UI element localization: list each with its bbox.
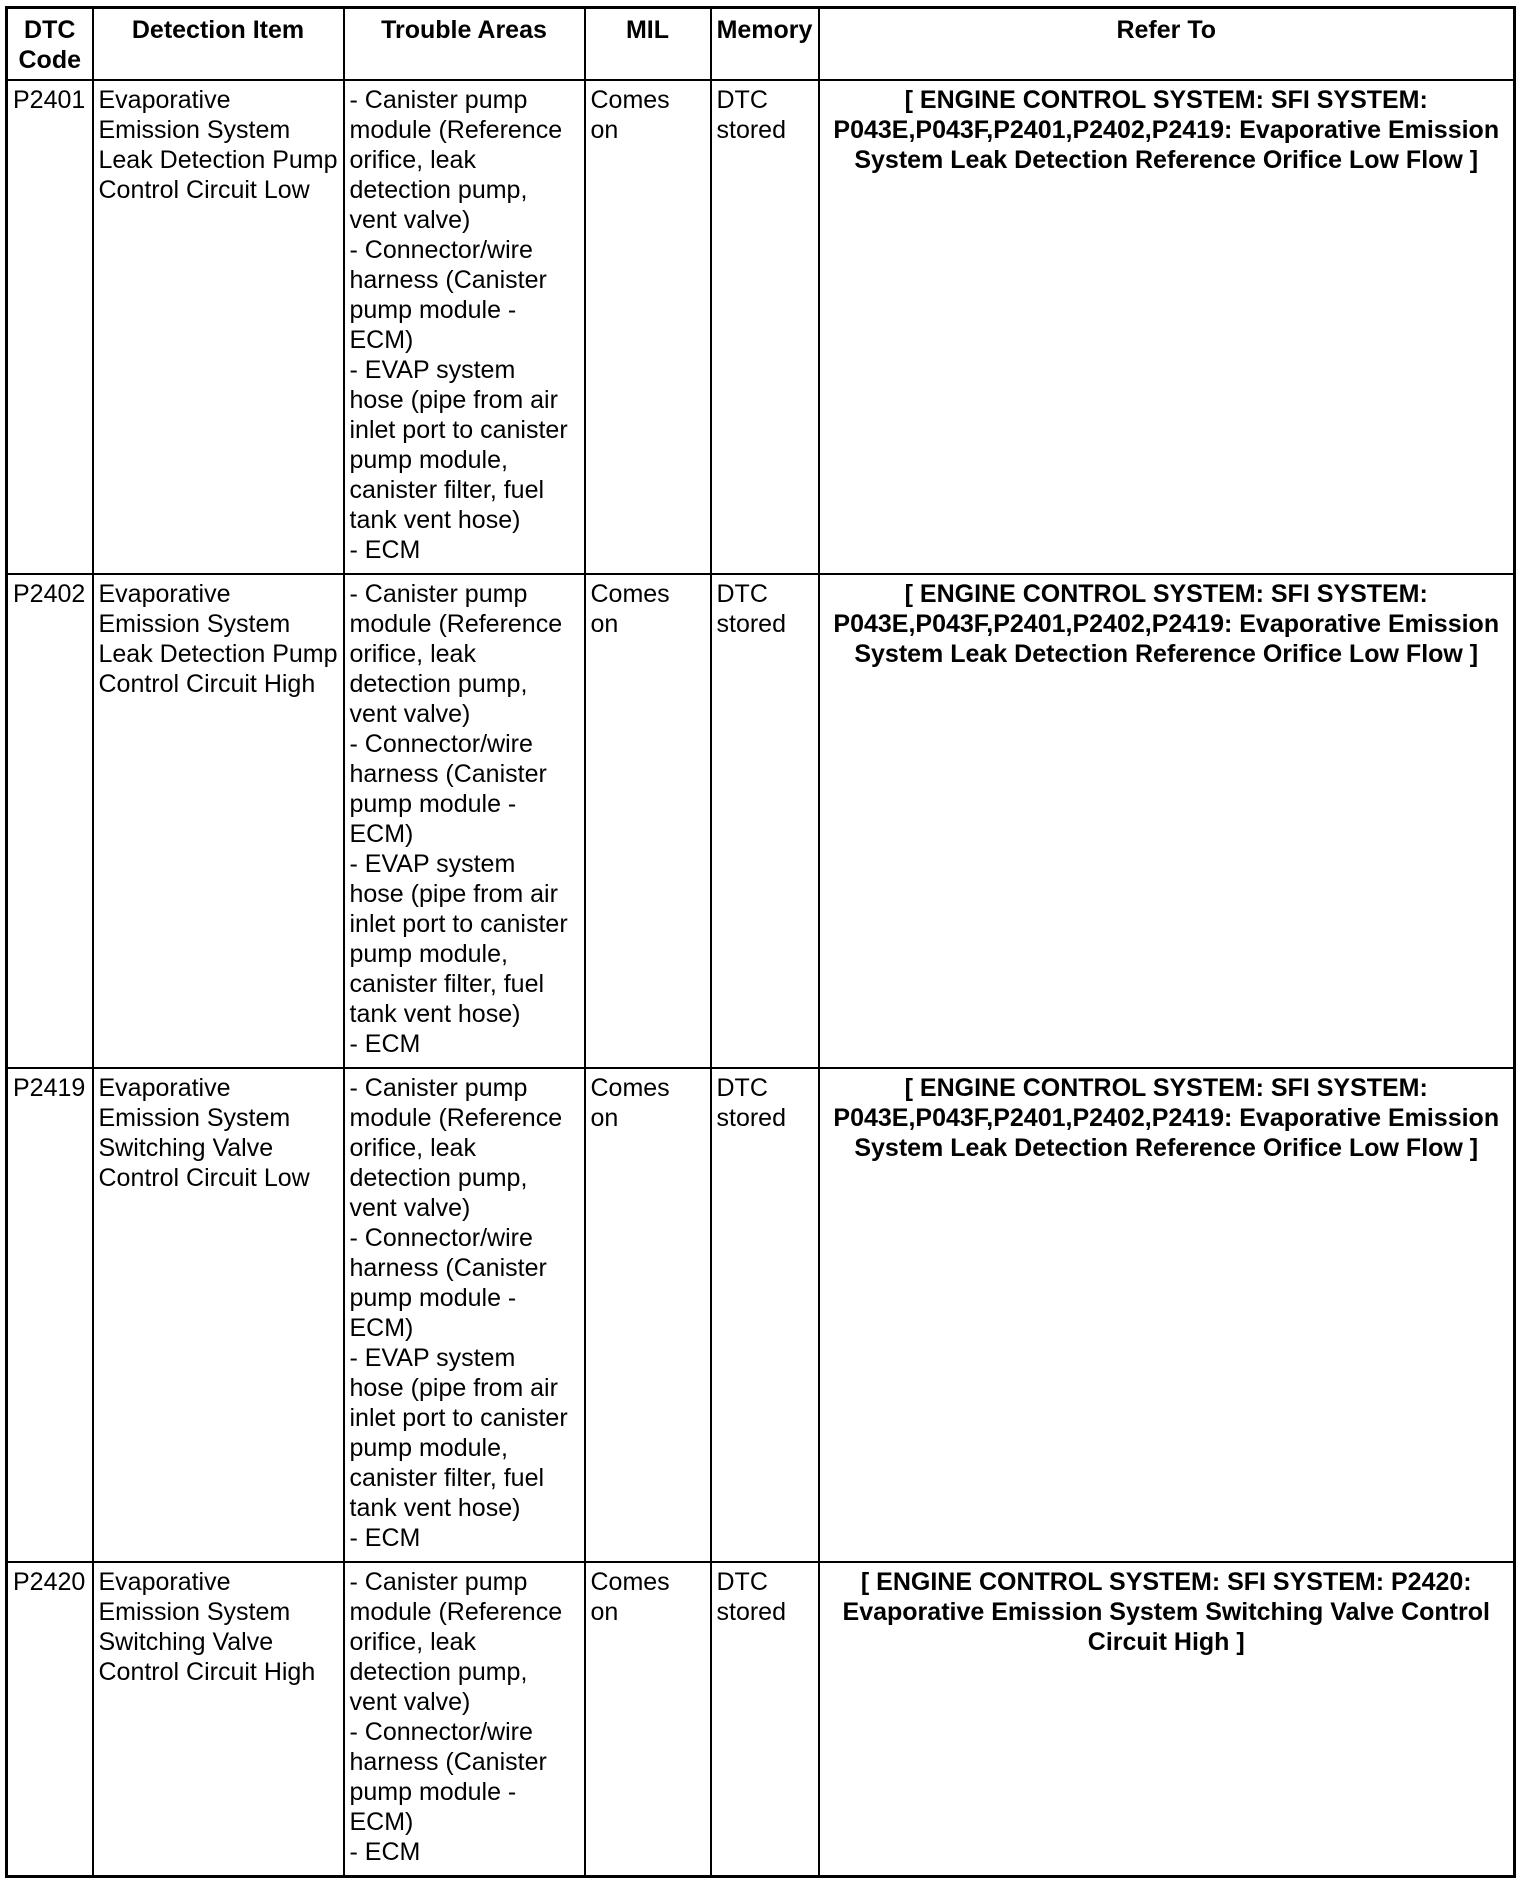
mil-line: on: [590, 610, 619, 638]
trouble-line: module (Reference: [349, 1598, 563, 1626]
header-memory: Memory: [711, 8, 819, 81]
trouble-line: module (Reference: [349, 116, 563, 144]
trouble-line: harness (Canister: [349, 1254, 547, 1282]
detection-line: Control Circuit Low: [98, 176, 310, 204]
trouble-line: - Canister pump: [349, 580, 528, 608]
memory-line: DTC: [716, 1074, 768, 1102]
trouble-line: ECM): [349, 1808, 414, 1836]
refer-line: System Leak Detection Reference Orifice Low Flow ]: [854, 1134, 1479, 1162]
trouble-line: orifice, leak: [349, 146, 476, 174]
trouble-line: - Connector/wire: [349, 1718, 533, 1746]
trouble-line: detection pump,: [349, 670, 528, 698]
trouble-line: canister filter, fuel: [349, 476, 545, 504]
refer-to-cell: [819, 1562, 1515, 1876]
trouble-line: detection pump,: [349, 1164, 528, 1192]
trouble-line: orifice, leak: [349, 1134, 476, 1162]
trouble-line: tank vent hose): [349, 506, 521, 534]
memory-line: DTC: [716, 1568, 768, 1596]
trouble-line: canister filter, fuel: [349, 970, 545, 998]
memory-cell: [711, 1068, 819, 1562]
trouble-line: pump module,: [349, 1434, 508, 1462]
mil-line: Comes: [590, 1074, 670, 1102]
trouble-line: orifice, leak: [349, 1628, 476, 1656]
memory-line: stored: [716, 610, 786, 638]
trouble-areas-cell: [344, 1562, 585, 1876]
detection-item-cell: [93, 1068, 344, 1562]
detection-item-cell: [93, 80, 344, 574]
dtc-code-cell: P2401: [7, 80, 93, 574]
memory-line: stored: [716, 1598, 786, 1626]
detection-line: Switching Valve: [98, 1134, 274, 1162]
refer-line: P043E,P043F,P2401,P2402,P2419: Evaporative Emission: [833, 1104, 1500, 1132]
detection-line: Emission System: [98, 116, 291, 144]
memory-line: stored: [716, 116, 786, 144]
trouble-line: inlet port to canister: [349, 1404, 568, 1432]
detection-line: Evaporative: [98, 580, 231, 608]
detection-line: Control Circuit Low: [98, 1164, 310, 1192]
trouble-line: ECM): [349, 326, 414, 354]
mil-line: Comes: [590, 580, 670, 608]
trouble-line: ECM): [349, 820, 414, 848]
mil-line: on: [590, 116, 619, 144]
trouble-line: pump module -: [349, 1778, 517, 1806]
trouble-line: tank vent hose): [349, 1000, 521, 1028]
refer-line: [ ENGINE CONTROL SYSTEM: SFI SYSTEM: P2420:: [860, 1568, 1472, 1596]
trouble-line: harness (Canister: [349, 266, 547, 294]
header-detection-item: Detection Item: [93, 8, 344, 81]
trouble-line: - ECM: [349, 1524, 421, 1552]
detection-item-cell: [93, 574, 344, 1068]
trouble-areas-cell: [344, 80, 585, 574]
table-row: [7, 80, 1515, 574]
detection-line: Emission System: [98, 610, 291, 638]
refer-line: System Leak Detection Reference Orifice Low Flow ]: [854, 640, 1479, 668]
trouble-line: vent valve): [349, 700, 471, 728]
trouble-line: - ECM: [349, 1838, 421, 1866]
dtc-table-container: [5, 6, 1513, 1878]
detection-line: Control Circuit High: [98, 1658, 316, 1686]
refer-line: [ ENGINE CONTROL SYSTEM: SFI SYSTEM:: [904, 86, 1428, 114]
trouble-line: - Connector/wire: [349, 1224, 533, 1252]
mil-cell: [585, 1068, 711, 1562]
detection-line: Evaporative: [98, 1568, 231, 1596]
detection-line: Evaporative: [98, 1074, 231, 1102]
trouble-line: harness (Canister: [349, 760, 547, 788]
mil-line: Comes: [590, 86, 670, 114]
refer-to-cell: [819, 1068, 1515, 1562]
trouble-areas-cell: [344, 1068, 585, 1562]
detection-line: Leak Detection Pump: [98, 640, 338, 668]
trouble-line: ECM): [349, 1314, 414, 1342]
trouble-line: hose (pipe from air: [349, 386, 558, 414]
trouble-line: pump module -: [349, 296, 517, 324]
dtc-code-cell: P2402: [7, 574, 93, 1068]
memory-line: DTC: [716, 86, 768, 114]
dtc-code-cell: P2420: [7, 1562, 93, 1876]
trouble-line: - EVAP system: [349, 850, 516, 878]
trouble-line: tank vent hose): [349, 1494, 521, 1522]
trouble-line: - EVAP system: [349, 1344, 516, 1372]
detection-line: Emission System: [98, 1598, 291, 1626]
header-trouble-areas: Trouble Areas: [344, 8, 585, 81]
mil-line: Comes: [590, 1568, 670, 1596]
dtc-code-cell: P2419: [7, 1068, 93, 1562]
trouble-line: hose (pipe from air: [349, 880, 558, 908]
header-dtc-code: DTC Code: [7, 8, 93, 81]
trouble-line: vent valve): [349, 206, 471, 234]
table-row: [7, 1562, 1515, 1876]
trouble-line: - Canister pump: [349, 1568, 528, 1596]
trouble-line: - Canister pump: [349, 86, 528, 114]
trouble-line: - Canister pump: [349, 1074, 528, 1102]
trouble-line: - ECM: [349, 536, 421, 564]
refer-line: [ ENGINE CONTROL SYSTEM: SFI SYSTEM:: [904, 580, 1428, 608]
memory-line: DTC: [716, 580, 768, 608]
trouble-line: detection pump,: [349, 176, 528, 204]
detection-line: Emission System: [98, 1104, 291, 1132]
detection-line: Evaporative: [98, 86, 231, 114]
trouble-areas-cell: [344, 574, 585, 1068]
trouble-line: vent valve): [349, 1688, 471, 1716]
mil-cell: [585, 80, 711, 574]
detection-line: Leak Detection Pump: [98, 146, 338, 174]
trouble-line: inlet port to canister: [349, 910, 568, 938]
refer-line: Evaporative Emission System Switching Valve Control: [842, 1598, 1490, 1626]
trouble-line: orifice, leak: [349, 640, 476, 668]
trouble-line: pump module,: [349, 940, 508, 968]
trouble-line: - Connector/wire: [349, 730, 533, 758]
table-row: [7, 1068, 1515, 1562]
refer-to-cell: [819, 80, 1515, 574]
refer-line: [ ENGINE CONTROL SYSTEM: SFI SYSTEM:: [904, 1074, 1428, 1102]
trouble-line: pump module -: [349, 1284, 517, 1312]
mil-cell: [585, 574, 711, 1068]
memory-cell: [711, 80, 819, 574]
trouble-line: - EVAP system: [349, 356, 516, 384]
trouble-line: inlet port to canister: [349, 416, 568, 444]
header-row: [7, 8, 1515, 81]
table-row: [7, 574, 1515, 1068]
trouble-line: - Connector/wire: [349, 236, 533, 264]
detection-line: Control Circuit High: [98, 670, 316, 698]
refer-line: P043E,P043F,P2401,P2402,P2419: Evaporative Emission: [833, 116, 1500, 144]
trouble-line: hose (pipe from air: [349, 1374, 558, 1402]
refer-line: P043E,P043F,P2401,P2402,P2419: Evaporative Emission: [833, 610, 1500, 638]
header-mil: MIL: [585, 8, 711, 81]
mil-cell: [585, 1562, 711, 1876]
mil-line: on: [590, 1104, 619, 1132]
refer-to-cell: [819, 574, 1515, 1068]
header-refer-to: Refer To: [819, 8, 1515, 81]
detection-line: Switching Valve: [98, 1628, 274, 1656]
trouble-line: - ECM: [349, 1030, 421, 1058]
trouble-line: pump module,: [349, 446, 508, 474]
mil-line: on: [590, 1598, 619, 1626]
trouble-line: vent valve): [349, 1194, 471, 1222]
dtc-table: [5, 6, 1516, 1878]
memory-line: stored: [716, 1104, 786, 1132]
trouble-line: detection pump,: [349, 1658, 528, 1686]
trouble-line: module (Reference: [349, 1104, 563, 1132]
trouble-line: module (Reference: [349, 610, 563, 638]
trouble-line: canister filter, fuel: [349, 1464, 545, 1492]
detection-item-cell: [93, 1562, 344, 1876]
memory-cell: [711, 1562, 819, 1876]
trouble-line: harness (Canister: [349, 1748, 547, 1776]
refer-line: Circuit High ]: [1087, 1628, 1245, 1656]
trouble-line: pump module -: [349, 790, 517, 818]
refer-line: System Leak Detection Reference Orifice Low Flow ]: [854, 146, 1479, 174]
memory-cell: [711, 574, 819, 1068]
